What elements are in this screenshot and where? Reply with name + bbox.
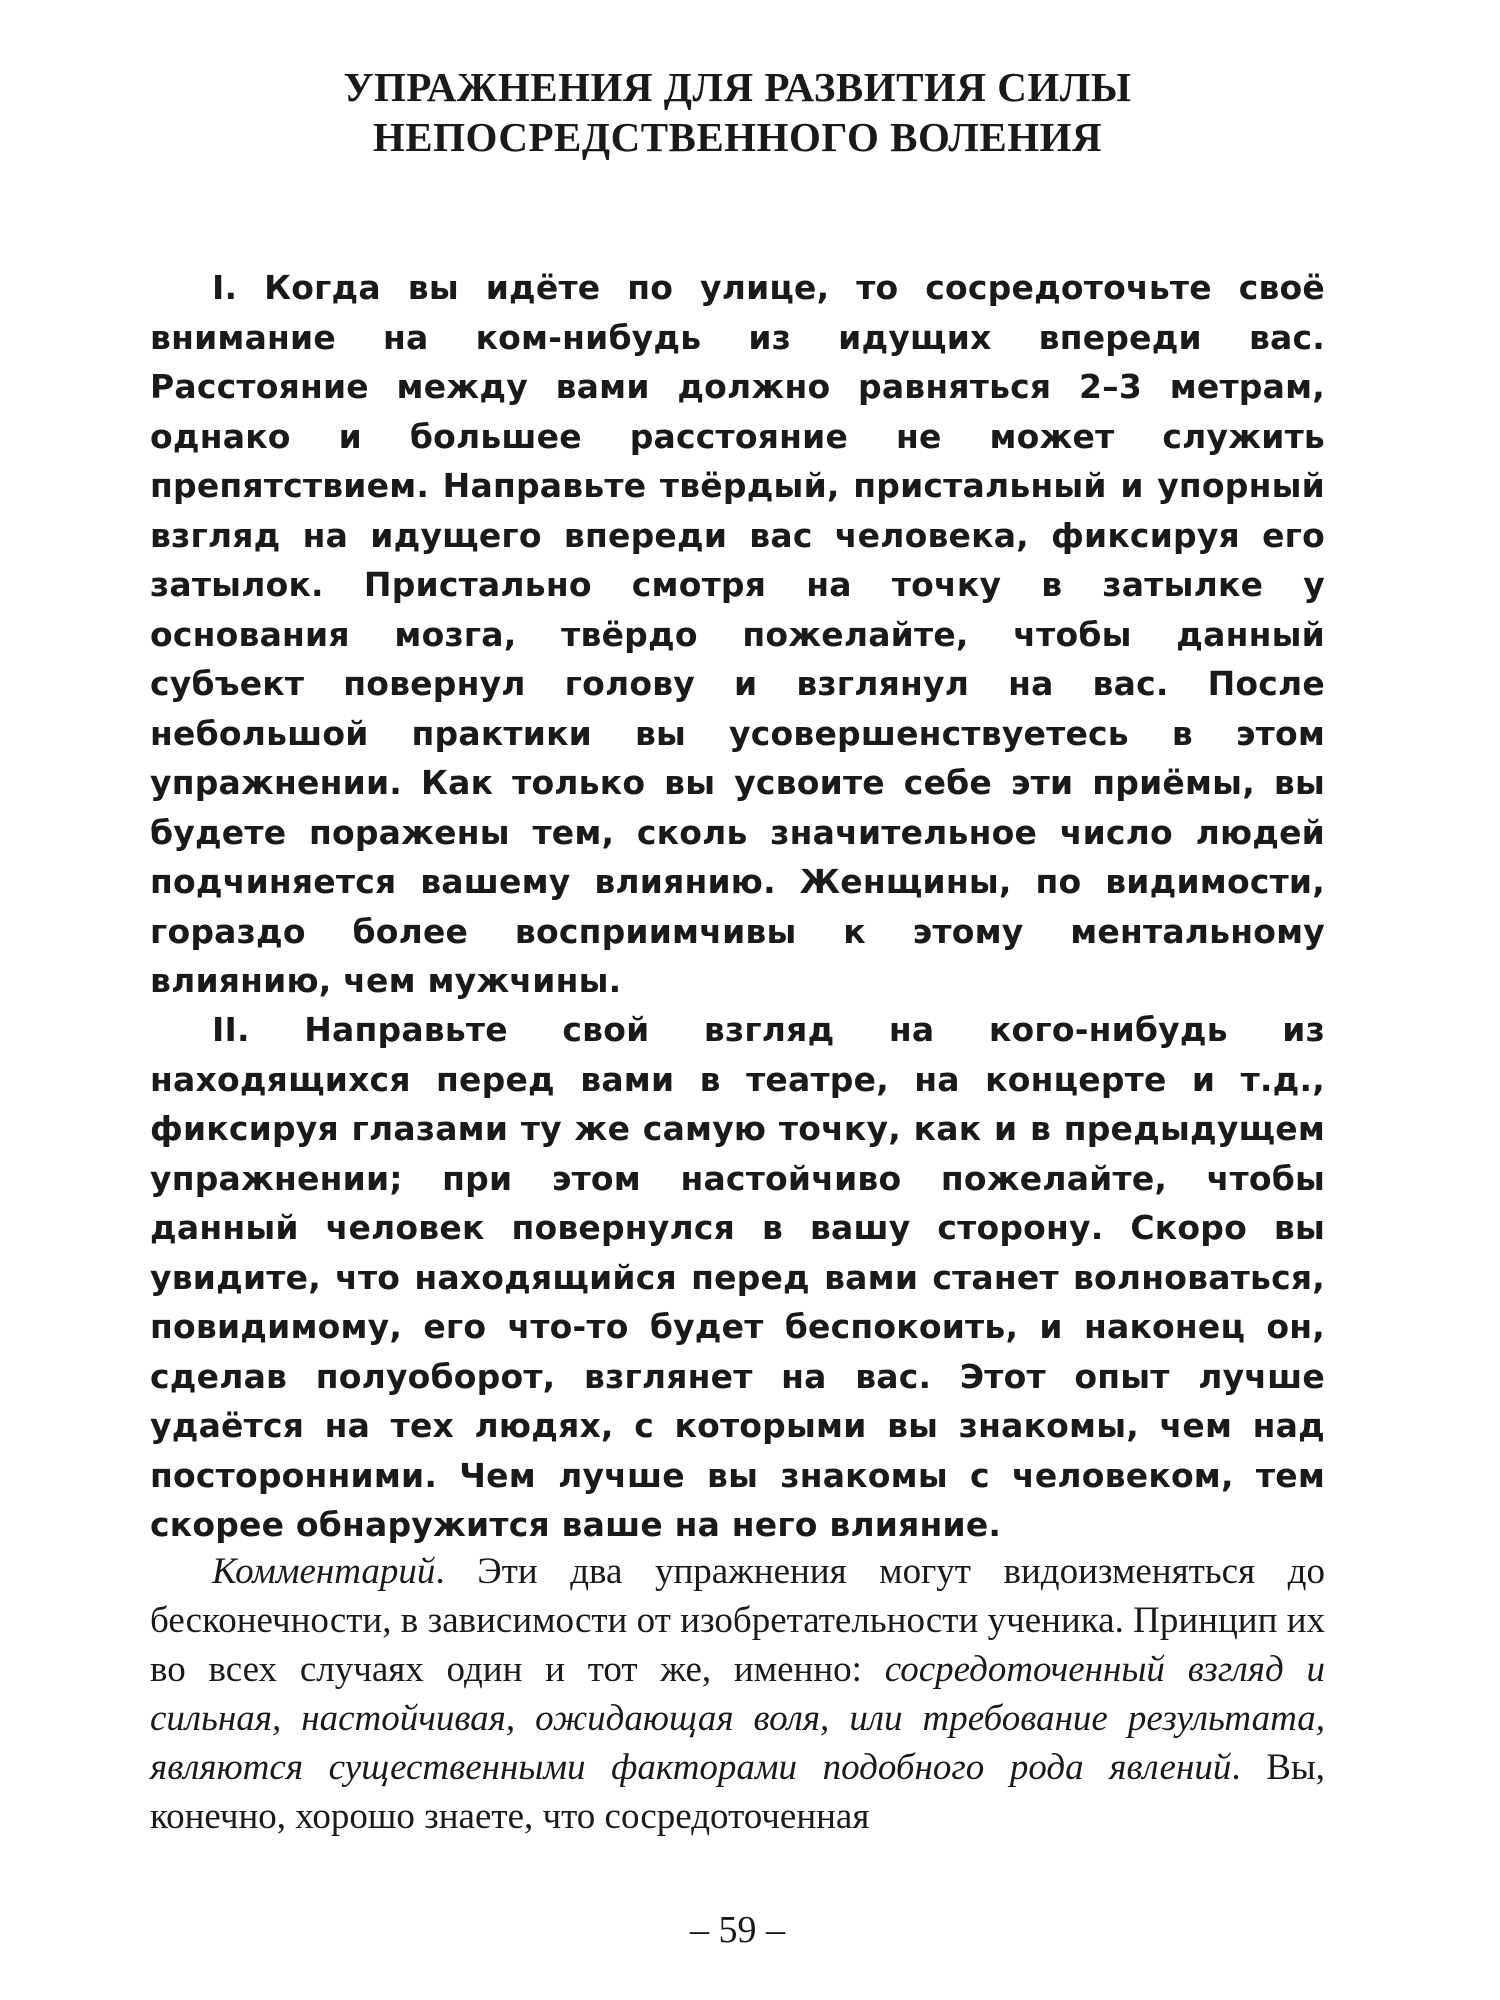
commentary-emphasis: сосредоточенный взгляд и сильная, настойчивая, ожидающая воля, или требование результата, являются существенными факторами подобного рода явлений [150,1649,1325,1788]
book-page [150,0,1325,2000]
chapter-heading [150,62,1325,162]
heading-line-2: НЕПОСРЕДСТВЕННОГО ВОЛЕНИЯ [372,114,1103,160]
page-number: – 59 – [690,1909,785,1951]
commentary-paragraph [150,1547,1325,1841]
commentary-text-1: . Эти два упражнения могут видоизменяться до бесконечности, в зависимости от изобретательности ученика. Принцип их во всех случаях один и тот же, именно: [150,1551,1325,1690]
exercise-1-paragraph: I. Когда вы идёте по улице, то сосредоточьте своё внимание на ком-нибудь из идущих впереди вас. Расстояние между вами должно равняться 2–3 метрам, однако и большее расстояние не может служить препятствием. Направьте твёрдый, пристальный и упорный взгляд на идущего впереди вас человека, фиксируя его затылок. Пристально смотря на точку в затылке у основания мозга, твёрдо пожелайте, чтобы данный субъект повернул голову и взглянул на вас. После небольшой практики вы усовершенствуетесь в этом упражнении. Как только вы усвоите себе эти приёмы, вы будете поражены тем, сколь значительное число людей подчиняется вашему влиянию. Женщины, по видимости, гораздо более восприимчивы к этому ментальному влиянию, чем мужчины. [150,268,1325,1000]
commentary-label: Комментарий [212,1551,436,1592]
exercise-2-paragraph: II. Направьте свой взгляд на кого-нибудь из находящихся перед вами в театре, на концерте и т.д., фиксируя глазами ту же самую точку, как и в предыдущем упражнении; при этом настойчиво пожелайте, чтобы данный человек повернулся в вашу сторону. Скоро вы увидите, что находящийся перед вами станет волноваться, повидимому, его что-то будет беспокоить, и наконец он, сделав полуоборот, взглянет на вас. Этот опыт лучше удаётся на тех людях, с которыми вы знакомы, чем над посторонними. Чем лучше вы знакомы с человеком, тем скорее обнаружится ваше на него влияние. [150,1010,1325,1544]
commentary-text-2: . Вы, конечно, хорошо знаете, что сосредоточенная [150,1747,1325,1837]
heading-line-1: УПРАЖНЕНИЯ ДЛЯ РАЗВИТИЯ СИЛЫ [343,64,1132,110]
